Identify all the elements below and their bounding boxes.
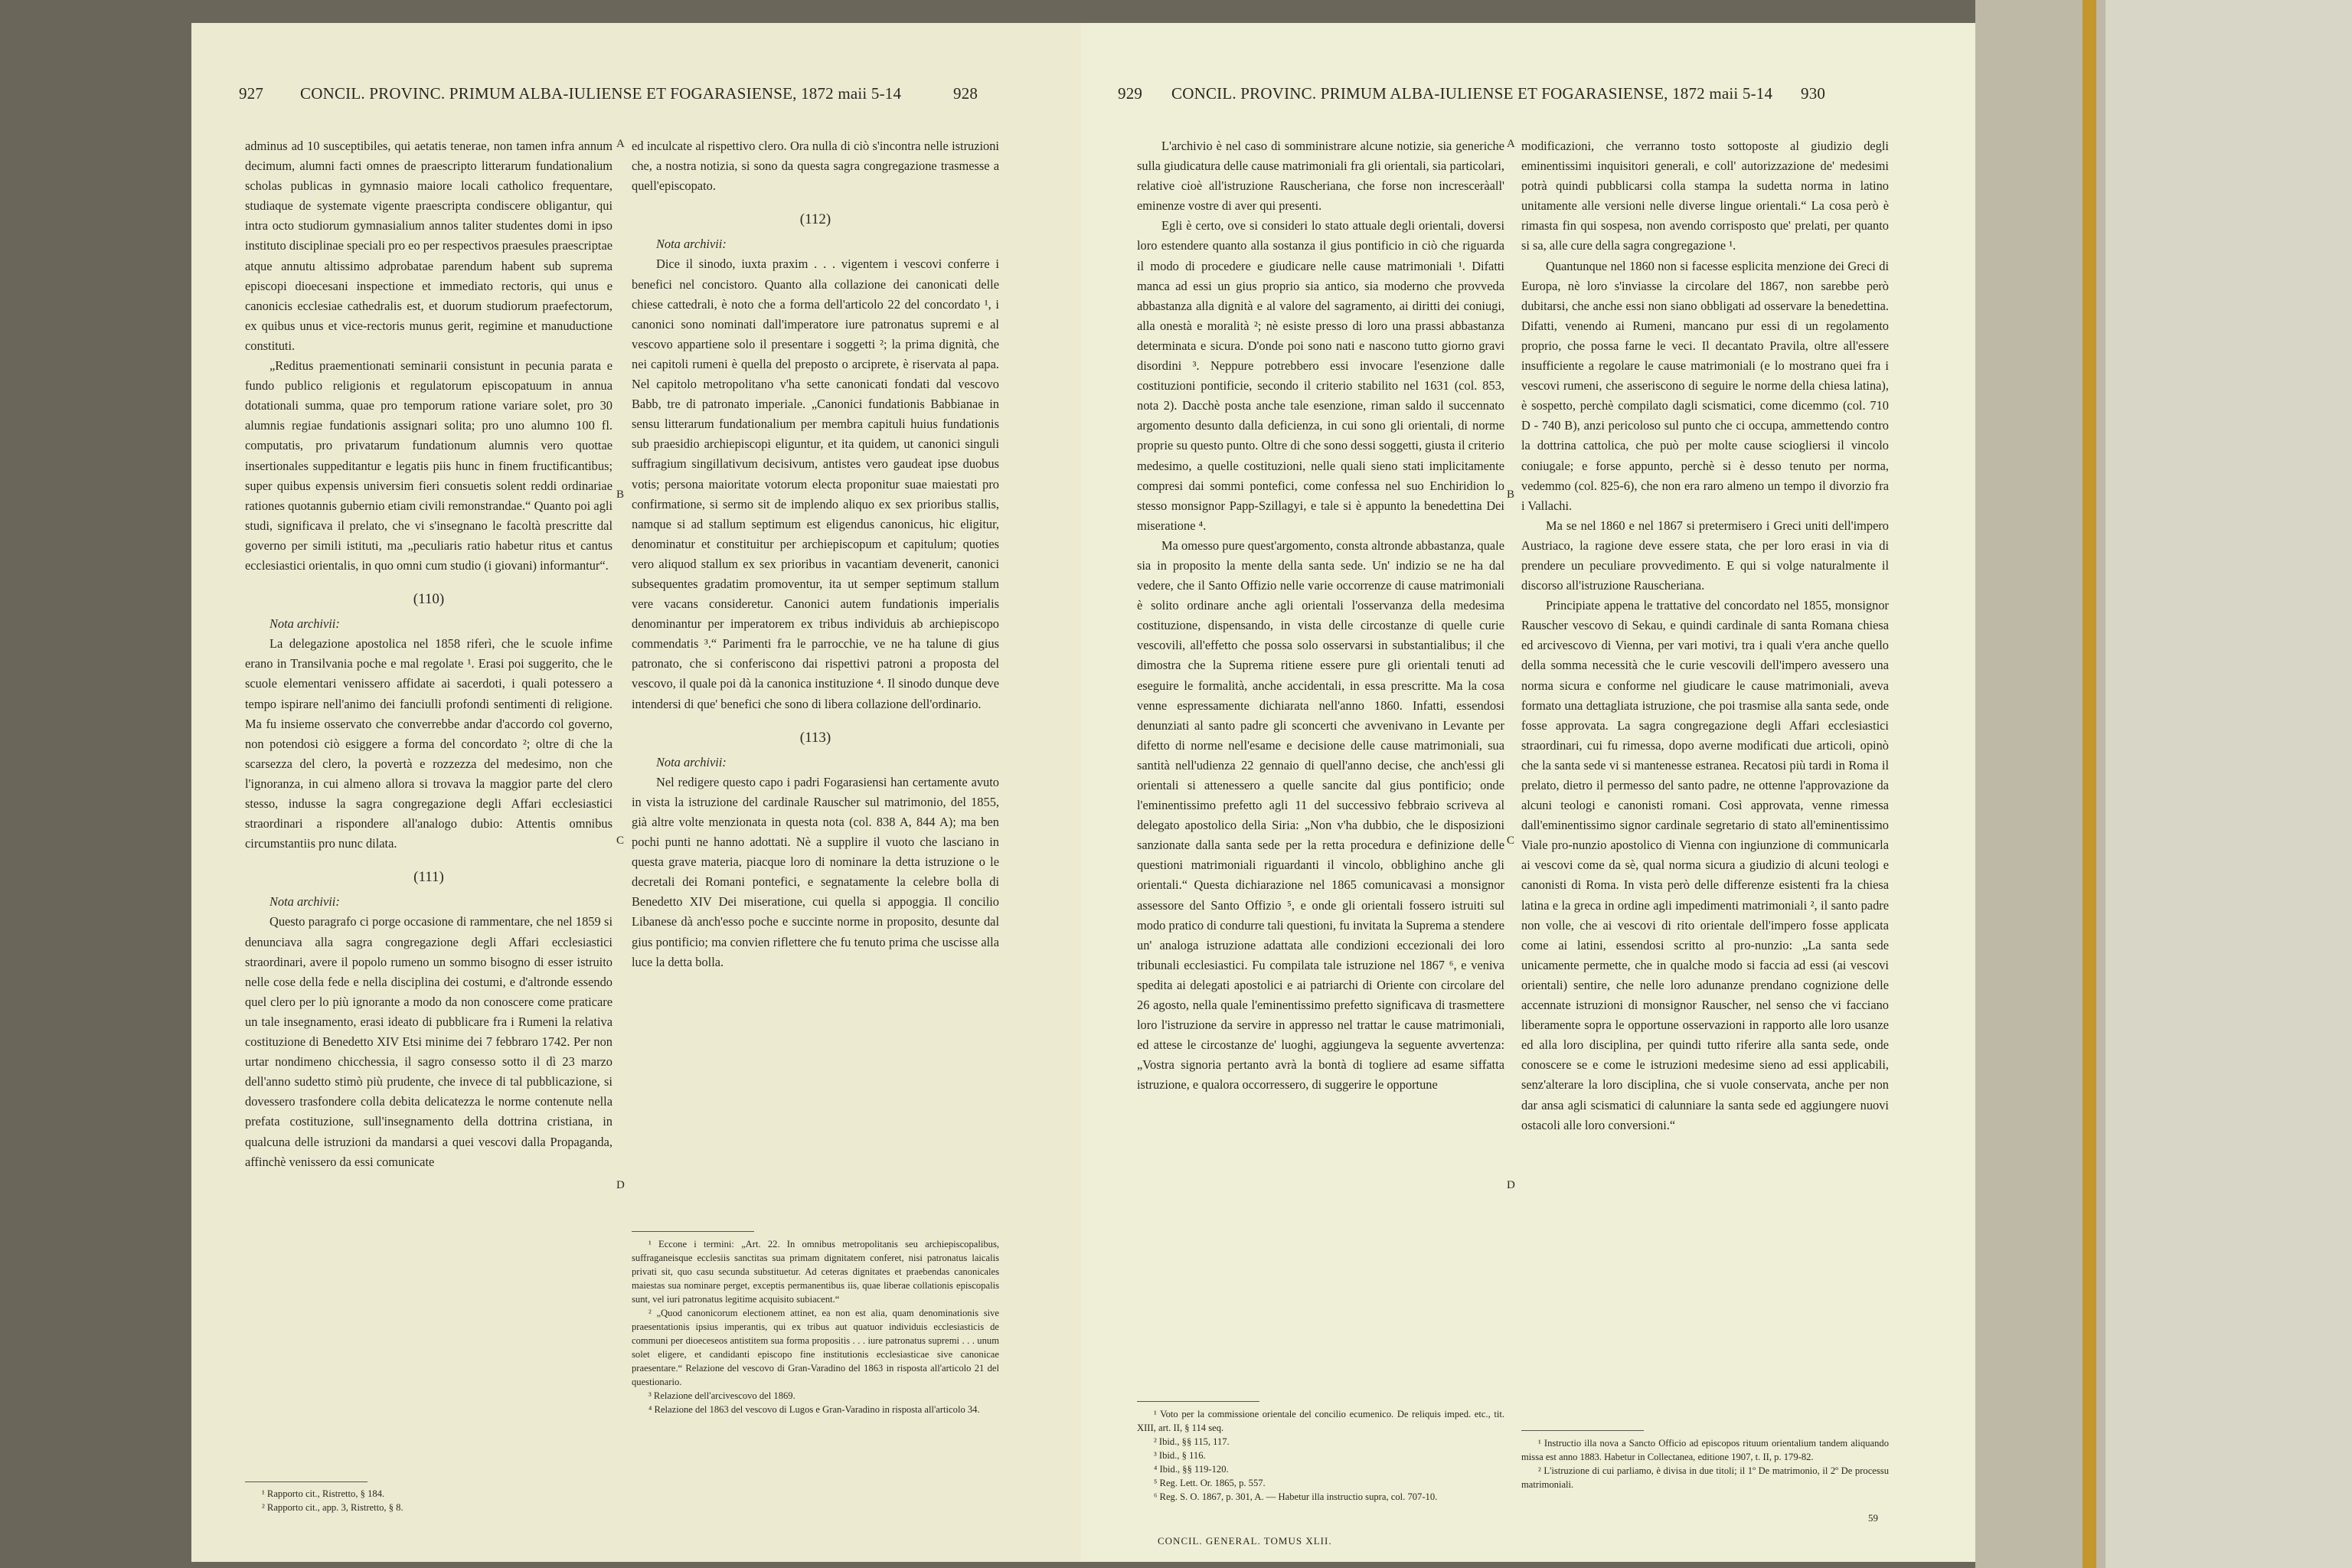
footnote-rule — [632, 1231, 754, 1232]
paragraph: Quantunque nel 1860 non si facesse esplicita menzione dei Greci di Europa, nè loro s'inviasse la circolare del 1867, non sarebbe però dubitarsi, che anche essi non siano obbligati ad osservare la benedettina. Difatti, venendo ai Rumeni, mancano pur essi di un regolamento proprio, che possa farne le veci. Il decantato Pravila, oltre all'essere insufficiente a regolare le cause matrimoniali (e lo mostrano quei fra i vescovi rumeni, che asseriscono di seguire le norme della chiesa latina), è sospetto, perchè compilato dagli scismatici, come dicemmo (col. 710 D - 740 B), anzi pericoloso sul punto che ci occupa, ammettendo contro la dottrina cattolica, che può per molte cause sciogliersi il vincolo coniugale; e forse appunto, perchè si è desso tenuto per norma, vedemmo (col. 825-6), che non era raro almeno un tempo il divorzio fra i Vallachi. — [1521, 258, 1889, 513]
footnote: ¹ Eccone i termini: „Art. 22. In omnibus metropolitanis seu archiepiscopalibus, suffraganeisque ecclesiis sanctitas sua primam dignitatem conferet, nisi patronatus laicalis privati sit, quo casu secunda substituetur. Ad ceteras dignitates et praebendas canonicales maiestas sua nominare perget, exceptis permanentibus iis, quae liberae collationis episcopalis sunt, vel iuri patronatus legitime acquisito subiacent.“ — [632, 1239, 999, 1305]
margin-marker-b: B — [616, 488, 625, 501]
left-page-column-2 — [632, 136, 999, 972]
right-page-column-2 — [1521, 136, 1889, 1135]
margin-marker-b: B — [1507, 488, 1515, 501]
footnote: ² Rapporto cit., app. 3, Ristretto, § 8. — [262, 1502, 403, 1513]
background-card — [2105, 0, 2352, 1568]
paragraph: „Reditus praementionati seminarii consistunt in pecunia parata e fundo publico religionis et regulatorum episcopatuum in annua dotationali summa, quae pro temporum ratione variare solet, pro 30 alumnis regiae fundationis assignari solita; pro uno alumno 100 fl. computatis, pro privatarum fundationum alumnis vero quottae insertionales suppeditantur e legatis piis hunc in finem fructificantibus; super quibus expensis universim fieri consuetis solent reddi ordinariae rationes quotannis gubernio etiam civili remonstrandae.“ Quanto poi agli studi, significava il prelato, che vi s'insegnano le facoltà prescritte dal governo per simili istituti, ma „peculiaris ratio habetur ritus et cantus ecclesiastici orientalis, in quo omni cum studio (i giovani) informantur“. — [245, 358, 612, 573]
section-number-113: (113) — [799, 729, 831, 746]
paragraph: Egli è certo, ove si consideri lo stato attuale degli orientali, doversi loro estendere quanto alla sostanza il gius pontificio in ciò che riguarda il modo di procedere e giudicare nelle cause matrimoniali ¹. Difatti manca ad essi un gius proprio sia antico, sia moderno che provveda abbastanza alla dignità e al valore del sagramento, ai diritti dei coniugi, alla onestà e moralità ²; nè esiste presso di loro una prassi abbastanza determinata e sicura. D'onde poi sono nati e nascono tutto giorno gravi disordini ³. Neppure potrebbero essi invocare l'esenzione dalle costituzioni pontificie, secondo il criterio stabilito nel 1631 (col. 853, nota 2). Dacchè posta anche tale esenzione, riman saldo il succennato argomento desunto dalla deficienza, in cui sono gli orientali, di norme proprie su questo punto. Oltre di che sono dessi soggetti, giusta il criterio medesimo, a quelle costituzioni, nelle quali sieno stati implicitamente compresi dai sommi pontefici, come confessa nel suo Enchiridion lo stesso monsignor Papp-Szillagyi, e tale si è appunto la benedettina Dei miseratione ⁴. — [1137, 218, 1504, 533]
footnotes-column-1 — [1137, 1407, 1504, 1504]
running-title: CONCIL. PROVINC. PRIMUM ALBA-IULIENSE ET FOGARASIENSE, 1872 maii 5-14 — [1171, 84, 1773, 103]
margin-marker-a: A — [1507, 138, 1515, 150]
footnotes-column-2 — [1521, 1436, 1889, 1491]
margin-marker-a: A — [616, 138, 625, 150]
footnote: ² L'istruzione di cui parliamo, è divisa in due titoli; il 1º De matrimonio, il 2º De processu matrimoniali. — [1521, 1465, 1889, 1490]
paragraph: ed inculcate al rispettivo clero. Ora nulla di ciò s'incontra nelle istruzioni che, a nostra notizia, si sono da questa sagra congregazione trasmesse a quell'episcopato. — [632, 139, 999, 194]
signature-mark: CONCIL. GENERAL. TOMUS XLII. — [1158, 1535, 1332, 1547]
footnote: ⁴ Relazione del 1863 del vescovo di Lugos e Gran-Varadino in risposta all'articolo 34. — [648, 1404, 980, 1415]
footnote: ³ Ibid., § 116. — [1154, 1450, 1206, 1461]
left-page — [191, 23, 1087, 1562]
paragraph: L'archivio è nel caso di somministrare alcune notizie, sia generiche sulla giudicatura delle cause matrimoniali fra gli orientali, sia particolari, relative cioè all'istruzione Rauscheriana, che forse non incresceràall' eminenze vostre di aver qui presenti. — [1137, 139, 1504, 214]
paragraph: modificazioni, che verranno tosto sottoposte al giudizio degli eminentissimi inquisitori generali, e coll' autorizzazione de' medesimi potrà quindi pubblicarsi colla stampa la sudetta norma in latino unitamente alle versioni nelle diverse lingue orientali.“ La cosa però è rimasta fin qui sospesa, non avendo corrisposto que' prelati, per quanto si sa, alle cure della sagra congregazione ¹. — [1521, 139, 1889, 253]
nota-archivii: Nota archivii: — [656, 754, 727, 769]
paragraph: Dice il sinodo, iuxta praxim . . . vigentem i vescovi conferre i benefici nel concistoro. Quanto alla collazione dei canonicati delle chiese cattedrali, è noto che a forma dell'articolo 22 del concordato ¹, i canonici sono nominati dall'imperatore iure patronatus supremi e al vescovo appartiene solo il presentare i soggetti ²; la prima dignità, che nei capitoli rumeni è quella del preposto o arciprete, è riservata al papa. Nel capitolo metropolitano v'ha sette canonicati fondati dal vescovo Babb, tre di patronato imperiale. „Canonici fundationis Babbianae in sensu litterarum fundationalium per membra capituli huius fundationis sub praesidio archiepiscopi eliguntur, et ita quidem, ut canonici singuli suffragium singillativum decisivum, antistes vero gaudeat ipse duobus votis; persona maioritate votorum electa proponitur suae maiestati pro confirmatione, si sermo sit de implendo aliquo ex sex prioribus stallis, namque si ad stallum septimum est eligendus canonicus, hic eligitur, denominatur et constituitur per archiepiscopum et capitulum; quoties vero aliquod stallum ex sex prioribus in vacantiam devenerit, canonici subsequentes gradatim promoventur, ita ut semper septimum stallum vere vacans consideretur. Canonici autem fundationis imperialis denominantur per imperatorem ex tribus individuis ab archiepiscopo commendatis ³.“ Parimenti fra le parrocchie, ve ne ha talune di gius patronato, che si conferiscono dai rispettivi patroni a proposta del vescovo, il quale poi dà la canonica instituzione ⁴. Il sinodo dunque deve intendersi di que' benefici che sono di libera collazione dell'ordinario. — [632, 256, 999, 711]
footnote: ¹ Rapporto cit., Ristretto, § 184. — [262, 1488, 385, 1499]
paragraph: La delegazione apostolica nel 1858 riferì, che le scuole infime erano in Transilvania poche e mal regolate ¹. Erasi poi suggerito, che le scuole elementari venissero affidate ai sacerdoti, i quali potessero a tempo ispirare nell'animo dei fanciulli profondi sentimenti di religione. Ma fu insieme osservato che converrebbe andar d'accordo col governo, non potendosi ciò esiggere a forma del concordato ²; oltre di che la scarsezza del clero, la povertà e rozzezza del medesimo, non che l'ignoranza, in cui almeno allora si trovava la maggior parte del clero stesso, indusse la sagra congregazione degli Affari ecclesiastici straordinari a rispondere all'analogo dubio: Attentis omnibus circumstantiis pro nunc dilata. — [245, 636, 612, 851]
footnotes-column-1 — [245, 1487, 612, 1514]
page-number-930: 930 — [1801, 84, 1826, 103]
paragraph: adminus ad 10 susceptibiles, qui aetatis tenerae, non tamen infra annum decimum, alumni facti omnes de praescripto litterarum fundationalium scholas publicas in gymnasio maiore locali catholico frequentare, studiaque de systemate vigente praescripta condiscere obligantur, qui intra octo studiorum gymnasialium annos taliter studentes domi in ipso instituto disciplinae speciali pro eo per respectivos praesules praescriptae atque annutu altissimo adprobatae parendum habent sub suprema episcopi dioecesani inspectione et immediato rectoris, qui unus e canonicis ecclesiae cathedralis est, et duorum studiorum praefectorum, ex quibus unus et vice-rectoris munus gerit, regimine et manuductione constituti. — [245, 139, 612, 353]
nota-archivii: Nota archivii: — [656, 237, 727, 252]
margin-marker-d: D — [616, 1179, 625, 1191]
nota-archivii: Nota archivii: — [270, 894, 340, 910]
footnote: ¹ Instructio illa nova a Sancto Officio ad episcopos rituum orientalium tandem aliquando missa est anno 1883. Habetur in Collectanea, editione 1907, t. II, p. 179-82. — [1521, 1438, 1889, 1462]
footnote: ⁵ Reg. Lett. Or. 1865, p. 557. — [1154, 1478, 1266, 1488]
footnote: ³ Relazione dell'arcivescovo del 1869. — [648, 1390, 795, 1401]
book-cover-edge — [2082, 0, 2096, 1568]
margin-marker-c: C — [616, 835, 625, 847]
footnote: ² Ibid., §§ 115, 117. — [1154, 1436, 1230, 1447]
margin-marker-d: D — [1507, 1179, 1515, 1191]
left-page-column-1 — [245, 136, 612, 1172]
footnotes-column-2 — [632, 1237, 999, 1416]
nota-archivii: Nota archivii: — [270, 616, 340, 632]
paragraph: Ma se nel 1860 e nel 1867 si pretermisero i Greci uniti dell'impero Austriaco, la ragione deve essere stata, che per loro erasi in via di prendere un peculiare provvedimento. E qui si volge naturalmente il discorso all'istruzione Rauscheriana. — [1521, 518, 1889, 593]
footnote-rule — [1137, 1401, 1259, 1402]
footnote: ⁴ Ibid., §§ 119-120. — [1154, 1464, 1229, 1475]
paragraph: Questo paragrafo ci porge occasione di rammentare, che nel 1859 si denunciava alla sagra congregazione degli Affari ecclesiastici straordinari, avere il popolo rumeno un sommo bisogno di esser istruito nelle cose della fede e nella disciplina dei costumi, e d'altronde essendo quel clero per lo più ignorante a modo da non conoscere come praticare un tale insegnamento, erasi ideato di pubblicare fra i Rumeni la relativa costituzione di Benedetto XIV Etsi minime dei 7 febbraro 1742. Per non urtar nondimeno chicchessia, il sagro consesso sotto il dì 23 marzo dell'anno sudetto stimò più prudente, che invece di tal pubblicazione, si dovessero trasfondere colla debita delicatezza le norme contenute nella prefata costituzione, sull'insegnamento della dottrina cristiana, in qualcuna delle istruzioni da mandarsi a quei vescovi dalla Propaganda, affinchè venissero da essi comunicate — [245, 914, 612, 1169]
section-number-111: (111) — [413, 869, 444, 886]
footnote-rule — [1521, 1430, 1644, 1431]
margin-marker-c: C — [1507, 835, 1515, 847]
right-page-column-1 — [1137, 136, 1504, 1096]
section-number-110: (110) — [413, 591, 445, 608]
sheet-number: 59 — [1868, 1512, 1878, 1524]
page-number-927: 927 — [239, 84, 264, 103]
section-number-112: (112) — [799, 211, 831, 228]
footnote: ² „Quod canonicorum electionem attinet, ea non est alia, quam denominationis sive praesentationis ipsius imperantis, qui ex tribus aut quatuor individuis ecclesiasticis de communi per dioeceseos antistitem sua forma propositis . . . iure patronatus supremi . . . unum solet eligere, et candidanti episcopo fine institutionis ecclesiasticae sive canonicae praesentare.“ Relazione del vescovo di Gran-Varadino del 1863 in risposta all'articolo 21 del questionario. — [632, 1308, 999, 1387]
right-page — [1081, 23, 1975, 1562]
paragraph: Nel redigere questo capo i padri Fogarasiensi han certamente avuto in vista la istruzione del cardinale Rauscher sul matrimonio, del 1855, già altre volte menzionata in questa nota (col. 838 A, 844 A); ma ben pochi punti ne hanno adottati. Nè a supplire il vuoto che lasciano in questa grave materia, piacque loro di nominare la detta istruzione o le decretali dei Romani pontefici, e segnatamente la celebre bolla di Benedetto XIV Dei miserationе, cui quella si appoggia. Il concilio Libanese dà anch'esso poche e succinte norme in proposito, desunte dal gius pontificio; ma convien riflettere che fu tenuto prima che uscisse alla luce la detta bolla. — [632, 774, 999, 969]
footnote-rule — [245, 1481, 368, 1482]
page-number-929: 929 — [1118, 84, 1143, 103]
footnote: ⁶ Reg. S. O. 1867, p. 301, A. — Habetur illa instructio supra, col. 707-10. — [1154, 1491, 1438, 1502]
page-number-928: 928 — [953, 84, 978, 103]
running-title: CONCIL. PROVINC. PRIMUM ALBA-IULIENSE ET FOGARASIENSE, 1872 maii 5-14 — [300, 84, 902, 103]
footnote: ¹ Voto per la commissione orientale del concilio ecumenico. De reliquis imped. etc., tit. XIII, art. II, § 114 seq. — [1137, 1409, 1504, 1433]
paragraph: Ma omesso pure quest'argomento, consta altronde abbastanza, quale sia in proposito la mente della santa sede. Un' indizio se ne ha dal vedere, che il Santo Offizio nelle varie occorrenze di cause matrimoniali è solito ordinare anche agli orientali l'osservanza della medesima costituzione, dispensando, in vista delle circostanze di quelle curie vescovili, all'effetto che possa solo osservarsi in substantialibus; il che dimostra che la Suprema ritiene essere pure gli orientali tenuti ad eseguire le formalità, anche accidentali, in essa prescritte. Ma la cosa venne espressamente dichiarata nell'anno 1860. Infatti, essendosi denunziati al santo padre gli sconcerti che avvenivano in Levante per difetto di norme nell'esame e decisione delle cause matrimoniali, sua santità nell'udienza 22 gennaio di quell'anno decise, che anch'essi gli orientali si attenessero a quelle sancite dal gius pontificio; onde l'eminentissimo prefetto agli 11 del successivo febbraio scriveva al delegato apostolico della Siria: „Non v'ha dubbio, che le disposizioni sanzionate dalla santa sede per la retta procedura e definizione delle questioni matrimoniali riguardanti il vincolo, obblighino anche gli orientali.“ Questa dichiarazione nel 1865 comunicavasi a monsignor assessore del Santo Offizio ⁵, e onde gli orientali fossero istruiti sul modo pratico di condurre tali questioni, fu invitata la Suprema a stendere un' analoga istruzione adattata alle condizioni eccezionali dei loro tribunali ecclesiastici. Fu compilata tale istruzione nel 1867 ⁶, e veniva spedita ai delegati apostolici e ai patriarchi di Oriente con circolare del 26 agosto, nella quale l'eminentissimo prefetto significava di trasmettere loro l'istruzione da servire in appresso nel trattar le cause matrimoniali, ed attese le circostanze de' luoghi, aggiungeva la seguente avvertenza: „Vostra signoria pertanto avrà la bontà di togliere ad esame siffatta istruzione, e qualora occorressero, di suggerire le opportune — [1137, 537, 1504, 1093]
paragraph: Principiate appena le trattative del concordato nel 1855, monsignor Rauscher vescovo di Sekau, e quindi cardinale di santa Romana chiesa ed arcivescovo di Vienna, per vari motivi, tra i quali v'era anche quello della somma necessità che le curie vescovili dell'impero avessero una norma sicura e conforme nel giudicare le cause matrimoniali, aveva formato una dettagliata istruzione, che poi trasmise alla santa sede, onde fosse approvata. La sagra congregazione degli Affari ecclesiastici straordinari, cui fu rimessa, dopo averne modificati due articoli, opinò che la santa sede vi si mantenesse estranea. Recatosi più tardi in Roma il prelato, dietro il permesso del santo padre, ne ottenne l'approvazione da alcuni teologi e canonisti romani. Così approvata, venne rimessa dall'eminentissimo signor cardinale segretario di stato all'eminentissimo Viale pro-nunzio apostolico di Vienna con ingiunzione di communicarla ai vescovi come da sè, qual norma sicura a giudizio di alcuni teologi e canonisti di Roma. In vista però delle differenze esistenti fra la chiesa latina e la greca in ordine agli impedimenti matrimoniali ², il santo padre non volle, che ai vescovi di rito orientale dell'impero fosse applicata come ai latini, essendosi scritto al pro-nunzio: „La santa sede unicamente permette, che in qualche modo si faccia ad essi (ai vescovi orientali) sentire, che nelle loro adunanze prendano cognizione delle accennate istruzioni di monsignor Rauscher, nel senso che vi facciano liberamente sopra le opportune osservazioni in rapporto alle loro usanze ed alla loro disciplina, per quindi tutto riferire alla santa sede, onde conoscere se e come le istruzioni medesime sieno ad essi applicabili, senz'alterare la loro disciplina, che si vuole conservata, anche per non dar ansa agli scismatici di calunniare la santa sede ed aggiungere nuovi ostacoli alle loro conversioni.“ — [1521, 598, 1889, 1132]
